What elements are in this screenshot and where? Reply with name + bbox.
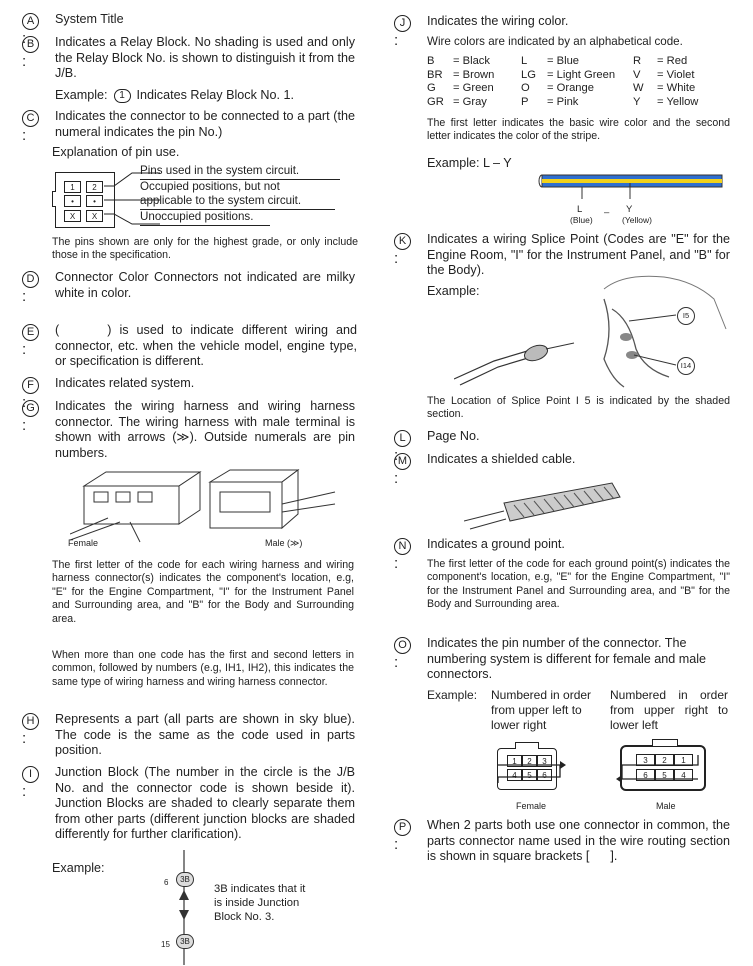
pin: 4 (674, 769, 693, 781)
splice-callout-1: I5 (677, 307, 695, 325)
item-c-text: Indicates the connector to be connected to a part (the numeral indicates the pin No.) (55, 109, 355, 139)
item-k-note: The Location of Splice Point I 5 is indicated by the shaded section. (427, 395, 730, 421)
item-g-text: Indicates the wiring harness and wiring harness connector. The wiring harness with male terminal is shown with arrows (≫). Outside numerals are pin numbers. (55, 399, 355, 460)
letter-d-badge: D (22, 271, 39, 288)
wire-l-code: L (577, 204, 583, 215)
item-b-example-label: Example: (55, 88, 108, 102)
pin: 2 (522, 755, 537, 767)
female-connector-label: Female (516, 801, 547, 811)
item-c-sub: Explanation of pin use. (52, 145, 180, 159)
jb-note: 3B indicates that it is inside Junction Block No. 3. (214, 883, 306, 923)
item-j-note: The first letter indicates the basic wire color and the second letter indicates the color of the stripe. (427, 117, 730, 143)
item-k-text: Indicates a wiring Splice Point (Codes are "E" for the Engine Room, "I" for the Instrument Panel, and "B" for the Body). (427, 232, 730, 277)
pin: 2 (86, 181, 103, 193)
female-order-arrow (492, 753, 567, 789)
letter-f-badge: F (22, 377, 39, 394)
letter-a-badge: A (22, 13, 39, 30)
item-h: H: Represents a part (all parts are shown in sky blue). The code is the same as the code used in parts position. (22, 712, 355, 757)
item-f: F: Indicates related system. (22, 376, 195, 411)
item-e-text: ( ) is used to indicate different wiring and connector, etc. when the vehicle model, engine type, or specification is different. (55, 323, 361, 368)
wire-dash: – (604, 207, 610, 218)
male-label: Male (≫) (265, 538, 303, 548)
item-a: A: System Title (22, 12, 124, 47)
letter-h-badge: H (22, 713, 39, 730)
table-row: B = Black L = Blue R = Red (427, 55, 688, 67)
harness-connector-illustration (70, 464, 340, 544)
letter-p-badge: P (394, 819, 411, 836)
item-e: E: ( ) is used to indicate different wiring and connector, etc. when the vehicle model, engine type, or specification is different. (22, 323, 361, 368)
male-order-arrow (612, 753, 712, 795)
pin: 1 (64, 181, 81, 193)
item-j-sub: Wire colors are indicated by an alphabetical code. (427, 35, 683, 48)
item-h-text: Represents a part (all parts are shown in sky blue). The code is the same as the code used in parts position. (55, 712, 355, 757)
item-l-text: Page No. (427, 429, 480, 443)
item-g-para2: When more than one code has the first and second letters in common, followed by numbers (e.g, IH1, IH2), this indicates the same type of wiring harness and wiring harness connector. (52, 649, 354, 688)
item-n-note: The first letter of the code for each ground point(s) indicates the component's location, e.g, "E" for the Engine Compartment, "I" for the Instrument Panel and Surrounding area, and "B" for the Body and Surrounding area. (427, 558, 730, 611)
pin: • (64, 195, 81, 207)
letter-e-badge: E (22, 324, 39, 341)
relay-block-badge: 1 (114, 89, 131, 103)
letter-c-badge: C (22, 110, 39, 127)
item-m: M: Indicates a shielded cable. (394, 451, 734, 533)
item-p-text: When 2 parts both use one connector in common, the parts connector name used in the wire routing section is shown in square brackets [ ]. (427, 818, 734, 863)
table-row: GR = Gray P = Pink Y = Yellow (427, 95, 699, 108)
pin: 5 (522, 769, 537, 781)
pin: 2 (655, 754, 674, 766)
wire-y-code: Y (626, 204, 633, 215)
item-j-example: Example: L – Y (427, 156, 512, 170)
pin-label-used: Pins used in the system circuit. (140, 164, 340, 180)
item-b: B: Indicates a Relay Block. No shading is used and only the Relay Block No. is shown to distinguish it from the J/B. Example: 1 Indicates Relay Block No. 1. (22, 35, 355, 102)
female-label: Female (68, 538, 99, 548)
item-k: K: Indicates a wiring Splice Point (Codes are "E" for the Engine Room, "I" for the Instrument Panel, and "B" for the Body). Example: I5 I14 The Location of Splice Point I 5 is indicated by the shaded section. (394, 231, 734, 426)
pin: 1 (674, 754, 693, 766)
item-i: I: Junction Block (The number in the circle is the J/B No. and the connector code is shown beside it). Junction Blocks are shaded to clearly separate them from other parts (different junction blocks are shaded differently for further clarification). Example: 6 3B 15 3B 3B indicates that it is inside Junction Block No. 3. (22, 764, 362, 964)
pin-label-occupied: Occupied positions, but not applicable to the system circuit. (140, 180, 335, 210)
item-p: P: When 2 parts both use one connector in common, the parts connector name used in the wire routing section is shown in square brackets [ ]. (394, 818, 734, 863)
item-g: G: Indicates the wiring harness and wiring harness connector. The wiring harness with male terminal is shown with arrows (≫). Outside numerals are pin numbers. Female Male (≫) The first letter of the code for each wiring harness and wiring harness connector(s) indicates the component's location, e.g, "E" for the Engine Compartment, "I" for the Instrument Panel and Surrounding area, and "B" for the Body and Surrounding area. When more than one code has the first and second letters in common, followed by numbers (e.g, IH1, IH2), this indicates the same type of wiring harness and wiring harness connector. (22, 399, 355, 688)
pin-label-unoccupied: Unoccupied positions. (140, 210, 270, 226)
item-a-text: System Title (55, 12, 124, 26)
item-o: O: Indicates the pin number of the connector. The numbering system is different for female and male connectors. Example: Numbered in order from upper left to lower right Numbered in order from upper right to lower left 1 2 3 4 5 6 Female 3 2 1 6 5 4 Male (394, 635, 734, 813)
pin: 3 (636, 754, 655, 766)
item-k-example-label: Example: (427, 284, 480, 298)
item-o-text: Indicates the pin number of the connector. The numbering system is different for female and male connectors. (427, 636, 707, 681)
pin: 5 (655, 769, 674, 781)
item-n-text: Indicates a ground point. (427, 537, 565, 551)
item-m-text: Indicates a shielded cable. (427, 452, 576, 466)
jb-bottom-code: 3B (176, 934, 194, 949)
wire-l-name: (Blue) (570, 215, 593, 225)
letter-b-badge: B (22, 36, 39, 53)
item-n: N: Indicates a ground point. The first letter of the code for each ground point(s) indicates the component's location, e.g, "E" for the Engine Compartment, "I" for the Instrument Panel and Surrounding area, and "B" for the Body and Surrounding area. (394, 537, 730, 611)
shielded-cable-illustration (464, 481, 624, 533)
letter-o-badge: O (394, 637, 411, 654)
letter-j-badge: J (394, 15, 411, 32)
letter-i-badge: I (22, 766, 39, 783)
letter-l-badge: L (394, 430, 411, 447)
pin: X (86, 210, 103, 222)
pin: 3 (537, 755, 552, 767)
pin: X (64, 210, 81, 222)
item-o-example-label: Example: (427, 688, 478, 702)
jb-top-pin: 6 (164, 878, 169, 887)
male-numbering-desc: Numbered in order from upper right to lower left (610, 688, 728, 732)
wire-color-table (425, 55, 700, 109)
table-row: BR = Brown LG = Light Green V = Violet (427, 68, 695, 81)
item-c-note: The pins shown are only for the highest grade, or only include those in the specification. (52, 236, 358, 262)
splice-callout-2: I14 (677, 357, 695, 375)
pin: 6 (636, 769, 655, 781)
item-d-text: Connector Color Connectors not indicated are milky white in color. (55, 270, 355, 300)
male-connector-label: Male (656, 801, 676, 811)
item-i-example-label: Example: (52, 861, 105, 875)
item-g-para1: The first letter of the code for each wiring harness and wiring harness connector(s) indicates the component's location, e.g, "E" for the Engine Compartment, "I" for the Instrument Panel and Surrounding area, and "B" for the Body and Surrounding area. (52, 559, 354, 625)
item-l: L: Page No. (394, 429, 480, 464)
letter-k-badge: K (394, 233, 411, 250)
item-b-text: Indicates a Relay Block. No shading is used and only the Relay Block No. is shown to distinguish it from the J/B. (55, 35, 355, 80)
pin: 4 (507, 769, 522, 781)
female-numbering-desc: Numbered in order from upper left to lower right (491, 688, 592, 732)
jb-top-code: 3B (176, 872, 194, 887)
wire-illustration (534, 173, 734, 203)
letter-n-badge: N (394, 538, 411, 555)
letter-m-badge: M (394, 453, 411, 470)
pin: 1 (507, 755, 522, 767)
pin: • (86, 195, 103, 207)
item-f-text: Indicates related system. (55, 376, 195, 390)
wire-y-name: (Yellow) (622, 215, 652, 225)
pin: 6 (537, 769, 552, 781)
item-c: C: Indicates the connector to be connected to a part (the numeral indicates the pin No.) Explanation of pin use. 1 2 • • X X Pins used in the system circuit. Occupied positions, but not applicable to the system circuit. Unoccupied positions. The pins shown are only for the highest grade, or only include those in the specification. (22, 109, 358, 262)
table-row: G = Green O = Orange W = White (427, 82, 696, 94)
item-j: J: Indicates the wiring color. Wire colors are indicated by an alphabetical code. B = Black L = Blue R = Red BR = Brown LG = Light Green V = Violet G = Green O = Orange W = White GR = Gray P = Pink Y = Yellow The first letter indicates the basic wire color and the second letter indicates the color of the stripe. Example: L – Y L – Y (Blue) (Yellow) (394, 13, 734, 225)
jb-bottom-pin: 15 (161, 940, 170, 949)
item-i-text: Junction Block (The number in the circle is the J/B No. and the connector code is shown beside it). Junction Blocks are shaded to clearly separate them from other parts (different junction blocks are shaded differently for further clarification). (55, 765, 355, 841)
item-j-text: Indicates the wiring color. (427, 14, 569, 28)
item-b-example-text: Indicates Relay Block No. 1. (136, 88, 294, 102)
item-d: D: Connector Color Connectors not indicated are milky white in color. (22, 270, 355, 305)
letter-g-badge: G (22, 400, 39, 417)
